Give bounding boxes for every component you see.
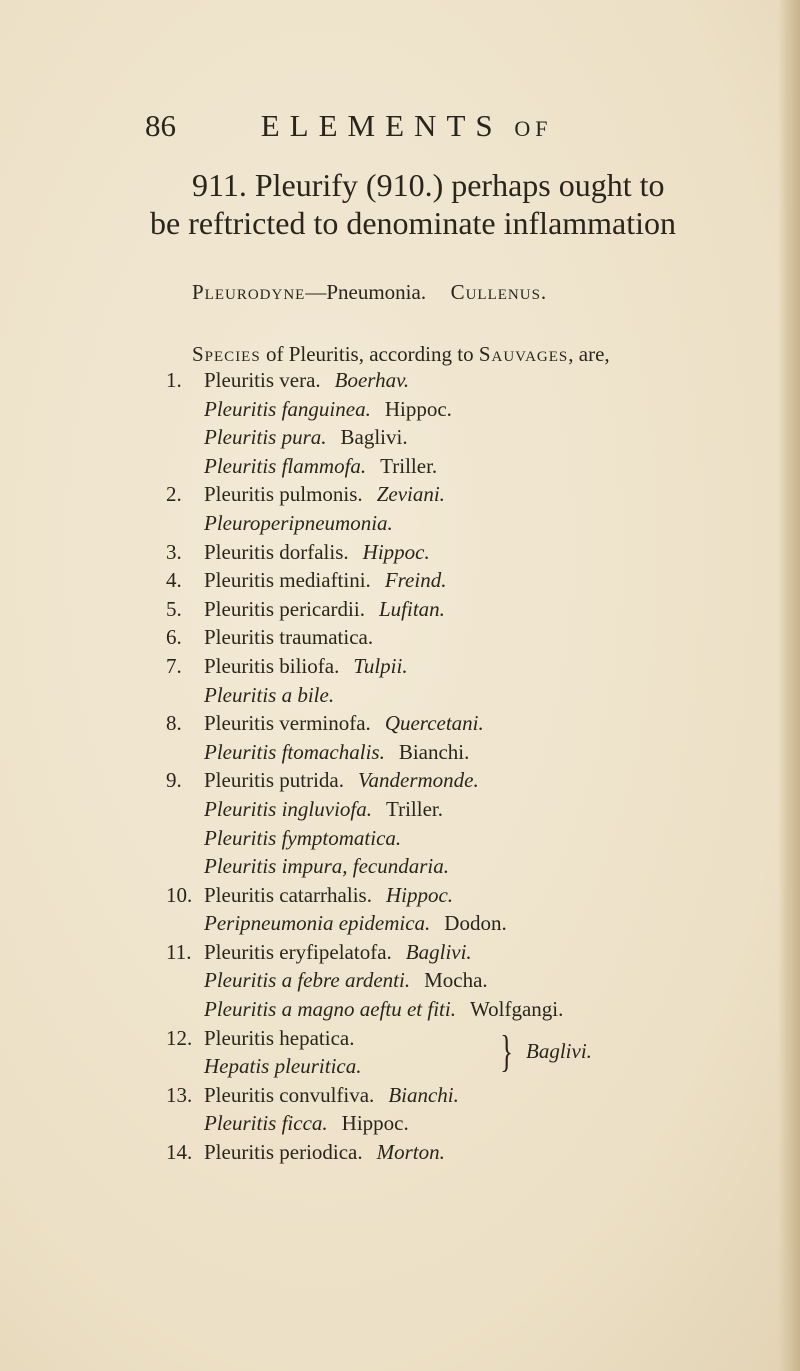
entry-number: 6. — [166, 625, 182, 650]
entry-name: Pleuritis vera. — [204, 368, 321, 392]
running-header — [145, 108, 553, 144]
paragraph-line-2: be reftricted to denominate inflammation — [150, 205, 677, 241]
list-item — [166, 1109, 776, 1138]
entry-author: Triller. — [380, 453, 438, 478]
list-item — [166, 1138, 776, 1167]
entry-number: 2. — [166, 482, 182, 507]
entry-name: Pleuritis pericardii. — [204, 596, 365, 621]
species-intro — [192, 342, 610, 367]
page-edge — [778, 0, 800, 1371]
list-item — [166, 1052, 776, 1081]
species-text: of Pleuritis, according to — [265, 342, 474, 366]
entry-name: Pleuritis ftomachalis. — [204, 739, 385, 764]
entry-author: Boerhav. — [334, 368, 410, 392]
header-title: ELEMENTS — [260, 108, 503, 143]
entry-name: Pleuritis impura, fecundaria. — [204, 854, 449, 879]
entry-name: Pleuritis hepatica. — [204, 1025, 355, 1050]
entry-name: Pleuritis ficca. — [204, 1111, 328, 1136]
entry-name: Pleuritis pura. — [204, 425, 327, 450]
species-author: Sauvages — [478, 342, 569, 366]
list-item — [166, 509, 776, 538]
entry-number: 13. — [166, 1082, 193, 1107]
entry-name: Hepatis pleuritica. — [204, 1054, 362, 1079]
entry-number: 3. — [166, 539, 182, 564]
list-item — [166, 709, 776, 738]
entry-number: 1. — [166, 368, 182, 392]
list-item — [166, 881, 776, 910]
list-item — [166, 966, 776, 995]
entry-author: Freind. — [384, 568, 447, 593]
entry-author: Hippoc. — [362, 539, 430, 564]
entry-name: Pleuritis mediaftini. — [204, 568, 371, 593]
entry-name: Pleuritis fymptomatica. — [204, 825, 402, 850]
entry-author: Triller. — [386, 796, 443, 821]
entry-name: Pleuroperipneumonia. — [204, 510, 393, 535]
species-suffix: , are, — [568, 342, 610, 366]
entry-number: 10. — [166, 882, 193, 907]
entry-number: 12. — [166, 1025, 193, 1050]
entry-name: Pleuritis a magno aeftu et fiti. — [204, 997, 456, 1022]
list-item — [166, 538, 776, 567]
entry-number: 5. — [166, 596, 182, 621]
entry-name: Pleuritis verminofa. — [204, 711, 371, 736]
list-item — [166, 995, 776, 1024]
entry-name: Peripneumonia epidemica. — [204, 911, 431, 936]
synonym-a: Pleurodyne — [192, 280, 306, 304]
synonym-b: Pneumonia. — [326, 280, 427, 304]
brace-mark: } — [500, 1026, 513, 1076]
list-item — [166, 681, 776, 710]
species-prefix: Species — [192, 342, 261, 366]
list-item — [166, 824, 776, 853]
entry-name: Pleuritis putrida. — [204, 768, 344, 793]
list-item — [166, 595, 776, 624]
entry-name: Pleuritis convulfiva. — [204, 1082, 375, 1107]
entry-number: 8. — [166, 711, 182, 736]
list-item — [166, 423, 776, 452]
species-list — [166, 366, 776, 1166]
list-item — [166, 366, 776, 395]
entry-name: Pleuritis eryfipelatofa. — [204, 939, 392, 964]
entry-name: Pleuritis ingluviofa. — [204, 796, 372, 821]
list-item — [166, 852, 776, 881]
entry-name: Pleuritis a febre ardenti. — [204, 968, 411, 993]
entry-author: Hippoc. — [385, 882, 454, 907]
entry-author: Baglivi. — [526, 1038, 592, 1063]
entry-author: Wolfgangi. — [469, 997, 564, 1022]
list-item — [166, 738, 776, 767]
list-item — [166, 766, 776, 795]
entry-name: Pleuritis biliofa. — [204, 653, 340, 678]
entry-author: Mocha. — [424, 968, 488, 993]
header-of: OF — [514, 116, 553, 141]
synonym-dash: — — [305, 280, 327, 304]
entry-author: Morton. — [376, 1139, 445, 1164]
list-item — [166, 652, 776, 681]
list-item — [166, 795, 776, 824]
list-item — [166, 480, 776, 509]
entry-name: Pleuritis traumatica. — [204, 625, 374, 650]
synonyms-line — [192, 280, 547, 305]
entry-author: Zeviani. — [376, 482, 445, 507]
entry-number: 14. — [166, 1139, 193, 1164]
list-item — [166, 938, 776, 967]
entry-name: Pleuritis pulmonis. — [204, 482, 363, 507]
entry-number: 4. — [166, 568, 182, 593]
list-item — [166, 1081, 776, 1110]
entry-name: Pleuritis dorfalis. — [204, 539, 349, 564]
paragraph-line-1: 911. Pleurify (910.) perhaps ought to — [192, 167, 665, 203]
entry-author: Lufitan. — [378, 596, 445, 621]
list-item — [166, 452, 776, 481]
entry-name: Pleuritis catarrhalis. — [204, 882, 372, 907]
bracket-entry — [166, 1024, 776, 1081]
list-item — [166, 1024, 776, 1053]
list-item — [166, 395, 776, 424]
entry-author: Hippoc. — [341, 1111, 409, 1136]
list-item — [166, 566, 776, 595]
entry-name: Pleuritis fanguinea. — [204, 396, 371, 421]
entry-author: Tulpii. — [353, 653, 408, 678]
entry-number: 11. — [166, 939, 192, 964]
entry-number: 7. — [166, 653, 182, 678]
entry-name: Pleuritis periodica. — [204, 1139, 363, 1164]
entry-author: Bianchi. — [398, 739, 470, 764]
synonym-c: Cullenus. — [450, 280, 548, 304]
entry-author: Bianchi. — [388, 1082, 459, 1107]
entry-author: Baglivi. — [405, 939, 472, 964]
entry-name: Pleuritis a bile. — [204, 682, 335, 707]
entry-author: Quercetani. — [384, 711, 484, 736]
entry-number: 9. — [166, 768, 182, 793]
list-item — [166, 909, 776, 938]
entry-author: Baglivi. — [340, 425, 408, 450]
entry-author: Hippoc. — [384, 396, 452, 421]
entry-name: Pleuritis flammofa. — [204, 453, 367, 478]
entry-author: Vandermonde. — [358, 768, 479, 793]
list-item — [166, 623, 776, 652]
page-number: 86 — [145, 108, 176, 143]
entry-author: Dodon. — [444, 911, 507, 936]
